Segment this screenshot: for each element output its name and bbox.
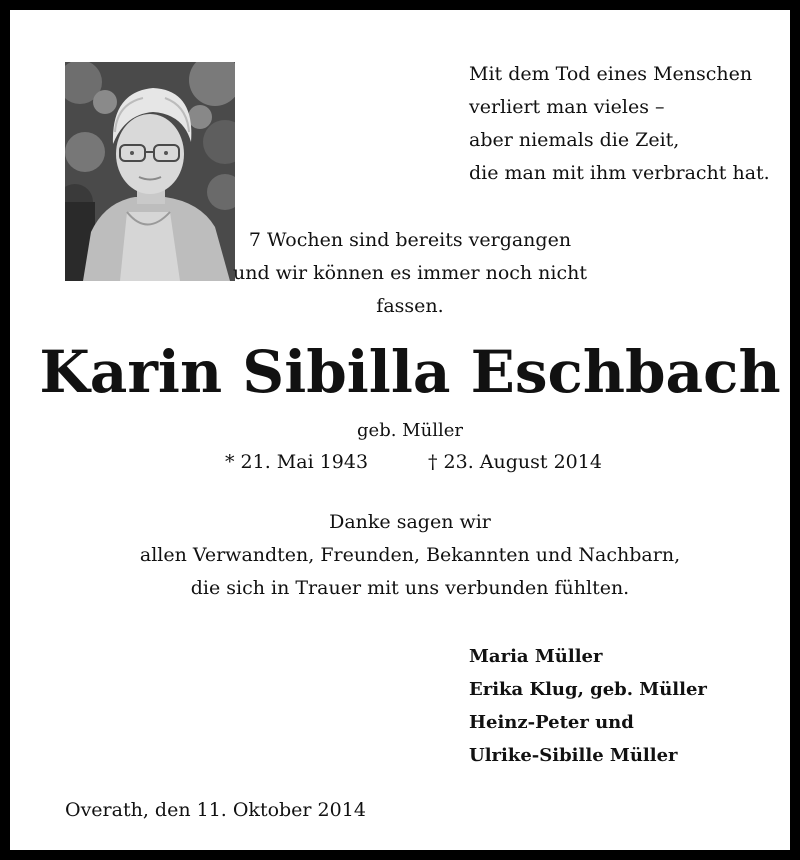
- quote-line: aber niemals die Zeit,: [469, 129, 680, 151]
- place-and-date: Overath, den 11. Oktober 2014: [65, 799, 366, 821]
- quote-line: Mit dem Tod eines Menschen: [469, 63, 753, 85]
- family-signatures: [469, 640, 707, 772]
- weeks-line: 7 Wochen sind bereits vergangen: [248, 229, 572, 251]
- signer-name: Erika Klug, geb. Müller: [469, 679, 707, 700]
- signer-name: Heinz-Peter und: [469, 712, 634, 733]
- quote-line: die man mit ihm verbracht hat.: [469, 162, 770, 184]
- thanks-line: Danke sagen wir: [329, 511, 491, 533]
- weeks-passed-text: [210, 224, 610, 323]
- death-date: † 23. August 2014: [428, 451, 602, 473]
- quote-line: verliert man vieles –: [469, 96, 665, 118]
- thanks-text: [10, 506, 800, 605]
- weeks-line: und wir können es immer noch nicht fassen.: [232, 262, 587, 317]
- deceased-name: Karin Sibilla Eschbach: [39, 338, 781, 406]
- signer-name: Ulrike-Sibille Müller: [469, 745, 678, 766]
- signer-name: Maria Müller: [469, 646, 603, 667]
- memorial-quote: [469, 58, 789, 190]
- birth-date: * 21. Mai 1943: [225, 451, 369, 473]
- maiden-name: geb. Müller: [357, 420, 463, 441]
- thanks-line: allen Verwandten, Freunden, Bekannten und Nachbarn,: [139, 544, 681, 566]
- thanks-line: die sich in Trauer mit uns verbunden fühlten.: [190, 577, 630, 599]
